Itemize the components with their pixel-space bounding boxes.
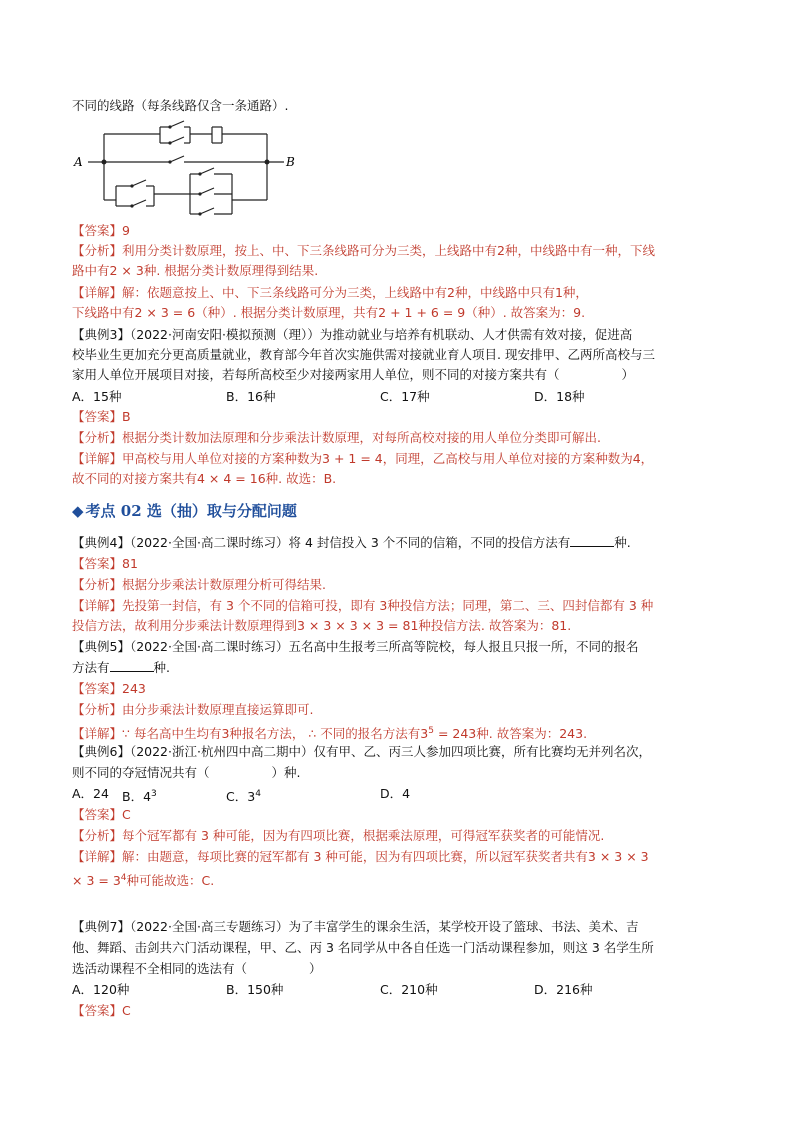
ex4-answer-line: 【答案】81 [72, 556, 138, 571]
ex5-question-line1: 【典例5】（2022·全国·高二课时练习）五名高中生报考三所高等院校，每人报且只报一所，不同的报名 [72, 639, 639, 654]
detail-tag: 【详解】 [72, 285, 123, 300]
ex2-detail-line1: 【详解】解：依题意按上、中、下三条线路可分为三类，上线路中有2种，中线路中只有1种， [72, 285, 588, 300]
ex2-analysis-line2: 路中有2 × 3种. 根据分类计数原理得到结果. [72, 263, 319, 278]
ex2-answer-line [72, 222, 734, 240]
ex7-option-b: B．150种 [226, 982, 284, 997]
ex3-question-line2: 校毕业生更加充分更高质量就业，教育部今年首次实施供需对接就业育人项目. 现安排甲、乙两所高校与三 [72, 347, 655, 362]
ex6-detail-line1: 【详解】解：由题意，每项比赛的冠军都有 3 种可能，因为有四项比赛，所以冠军获奖者共有3 × 3 × 3 [72, 849, 649, 864]
ex3-option-a: A．15种 [72, 389, 122, 404]
ex7-answer-line: 【答案】C [72, 1003, 131, 1018]
ex3-detail-line1: 【详解】甲高校与用人单位对接的方案种数为3 + 1 = 4，同理，乙高校与用人单位对接的方案种数为4， [72, 451, 654, 466]
ex6-analysis-line: 【分析】每个冠军都有 3 种可能，因为有四项比赛，根据乘法原理，可得冠军获奖者的可能情况. [72, 828, 605, 843]
circuit-label-b: B [286, 155, 295, 169]
intro-line: 不同的线路（每条线路仅含一条通路）. [72, 98, 289, 113]
ex6-question-line2: 则不同的夺冠情况共有（ ）种. [72, 765, 301, 780]
ex6-answer-line: 【答案】C [72, 807, 131, 822]
ex4-question-line: 【典例4】（2022·全国·高二课时练习）将 4 封信投入 3 个不同的信箱，不同的投信方法有 种. [72, 535, 631, 550]
ex5-question-line2: 方法有 种. [72, 660, 170, 675]
ex6-detail-line2: × $3 = 3^4$种可能故选：C. [72, 873, 215, 889]
ex3-question-line1: 【典例3】（2022·河南安阳·模拟预测（理））为推动就业与培养有机联动、人才供需有效对接，促进高 [72, 327, 633, 342]
ex5-answer-line: 【答案】243 [72, 681, 146, 696]
ex5-detail-line: 【详解】∵ 每名高中生均有3种报名方法， ∴ 不同的报名方法有$3^5 = 243$种. 故答案为：243. [72, 726, 588, 742]
ex3-answer-line: 【答案】B [72, 409, 131, 424]
ex7-question-line2: 他、舞蹈、击剑共六门活动课程，甲、乙、丙 3 名同学从中各自任选一门活动课程参加，则这 3 名学生所 [72, 940, 654, 955]
ex7-option-a: A．120种 [72, 982, 130, 997]
ex3-option-d: D．18种 [534, 389, 585, 404]
ex6-question-line1: 【典例6】（2022·浙江·杭州四中高二期中）仅有甲、乙、丙三人参加四项比赛，所有比赛均无并列名次， [72, 744, 651, 759]
ex3-option-c: C．17种 [380, 389, 430, 404]
ex4-detail-line1: 【详解】先投第一封信，有 3 个不同的信箱可投，即有 3种投信方法；同理，第二、三、四封信都有 3 种 [72, 598, 654, 613]
ex3-question-line3: 家用人单位开展项目对接，若每所高校至少对接两家用人单位，则不同的对接方案共有（ ） [72, 367, 635, 382]
ex5-analysis-line: 【分析】由分步乘法计数原理直接运算即可. [72, 702, 314, 717]
answer-tag: 【答案】 [72, 223, 123, 238]
ex6-option-b: B．$4^3$ [122, 789, 157, 805]
ex7-question-line1: 【典例7】（2022·全国·高三专题练习）为了丰富学生的课余生活，某学校开设了篮球、书法、美术、吉 [72, 919, 639, 934]
section-heading: ◆ 考点 02 选（抽）取与分配问题 [72, 502, 297, 520]
ex7-option-d: D．216种 [534, 982, 593, 997]
diamond-icon: ◆ [72, 502, 84, 520]
ex7-option-c: C．210种 [380, 982, 438, 997]
ex6-option-c: C．$3^4$ [226, 789, 261, 805]
ex6-option-a: A．24 [72, 786, 109, 801]
ex3-detail-line2: 故不同的对接方案共有4 × 4 = 16种. 故选：B. [72, 471, 337, 486]
ex7-question-line3: 选活动课程不全相同的选法有（ ） [72, 961, 322, 976]
ex6-option-d: D．4 [380, 786, 411, 801]
ex2-answer: 9 [122, 223, 130, 238]
circuit-diagram [72, 116, 302, 216]
ex4-detail-line2: 投信方法，故利用分步乘法计数原理得到3 × 3 × 3 × 3 = 81种投信方法. 故答案为：81. [72, 618, 572, 633]
ex4-analysis-line: 【分析】根据分步乘法计数原理分析可得结果. [72, 577, 326, 592]
circuit-label-a: A [74, 155, 83, 169]
ex3-analysis-line: 【分析】根据分类计数加法原理和分步乘法计数原理，对每所高校对接的用人单位分类即可解出. [72, 430, 601, 445]
analysis-tag: 【分析】 [72, 243, 123, 258]
ex2-analysis-line1: 【分析】利用分类计数原理，按上、中、下三条线路可分为三类，上线路中有2种，中线路中有一种，下线 [72, 243, 655, 258]
ex3-option-b: B．16种 [226, 389, 276, 404]
ex2-detail-line2: 下线路中有2 × 3 = 6（种）. 根据分类计数原理，共有2 + 1 + 6 = 9（种）. 故答案为：9. [72, 305, 586, 320]
